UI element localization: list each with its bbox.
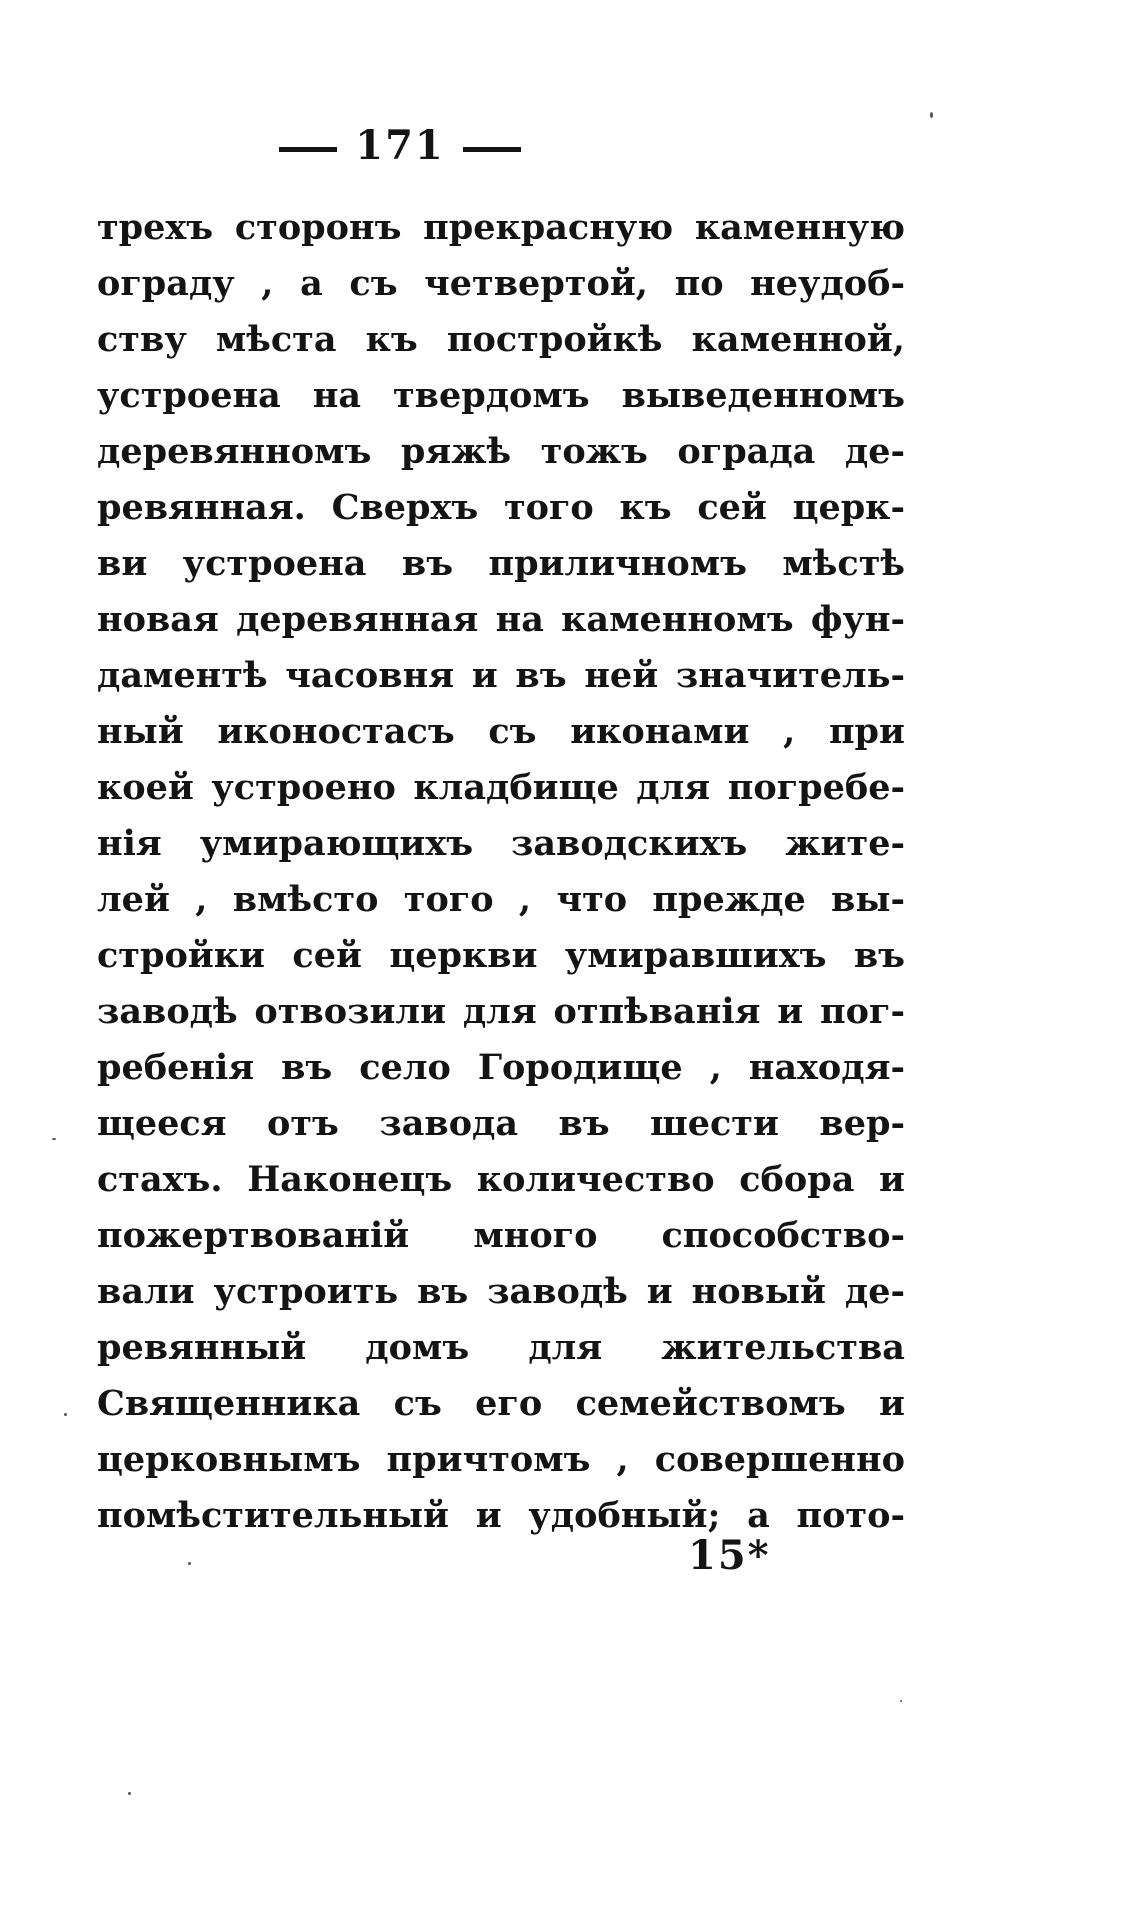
text-line: заводѣ отвозили для отпѣванія и пог- — [97, 991, 905, 1032]
text-line: помѣстительный и удобный; а пото- — [97, 1495, 905, 1536]
scan-speck — [900, 1700, 902, 1702]
page-number: 171 — [355, 122, 445, 169]
header-dash-right — [463, 147, 521, 152]
text-line: ви устроена въ приличномъ мѣстѣ — [97, 543, 905, 584]
text-line: новая деревянная на каменномъ фун- — [97, 599, 905, 640]
signature-mark: 15* — [688, 1532, 771, 1579]
text-line: стахъ. Наконецъ количество сбора и — [97, 1159, 905, 1200]
text-line: ревянный домъ для жительства — [97, 1327, 905, 1368]
scan-speck — [64, 1413, 67, 1416]
scan-speck — [52, 1138, 56, 1140]
body-text — [97, 200, 905, 1544]
text-line: нія умирающихъ заводскихъ жите- — [97, 823, 905, 864]
text-line: ограду , а съ четвертой, по неудоб- — [97, 263, 905, 304]
text-line: деревянномъ ряжѣ тожъ ограда де- — [97, 431, 905, 472]
text-line: церковнымъ причтомъ , совершенно — [97, 1439, 905, 1480]
text-line: ный иконостасъ съ иконами , при — [97, 711, 905, 752]
text-line: ревянная. Сверхъ того къ сей церк- — [97, 487, 905, 528]
text-line: устроена на твердомъ выведенномъ — [97, 375, 905, 416]
scan-speck — [188, 1562, 191, 1565]
scan-speck — [930, 112, 933, 118]
text-line: стройки сей церкви умиравшихъ въ — [97, 935, 905, 976]
text-line: ству мѣста къ постройкѣ каменной, — [97, 319, 905, 360]
text-line: пожертвованій много способство- — [97, 1215, 905, 1256]
page-header — [0, 122, 970, 169]
text-line: коей устроено кладбище для погребе- — [97, 767, 905, 808]
text-line: лей , вмѣсто того , что прежде вы- — [97, 879, 905, 920]
header-dash-left — [279, 147, 337, 152]
scan-speck — [128, 1792, 131, 1795]
text-line: трехъ сторонъ прекрасную каменную — [97, 207, 905, 248]
text-line: щееся отъ завода въ шести вер- — [97, 1103, 905, 1144]
text-line: ребенія въ село Городище , находя- — [97, 1047, 905, 1088]
text-line: Священника съ его семействомъ и — [97, 1383, 905, 1424]
text-line: вали устроить въ заводѣ и новый де- — [97, 1271, 905, 1312]
text-line: даментѣ часовня и въ ней значитель- — [97, 655, 905, 696]
